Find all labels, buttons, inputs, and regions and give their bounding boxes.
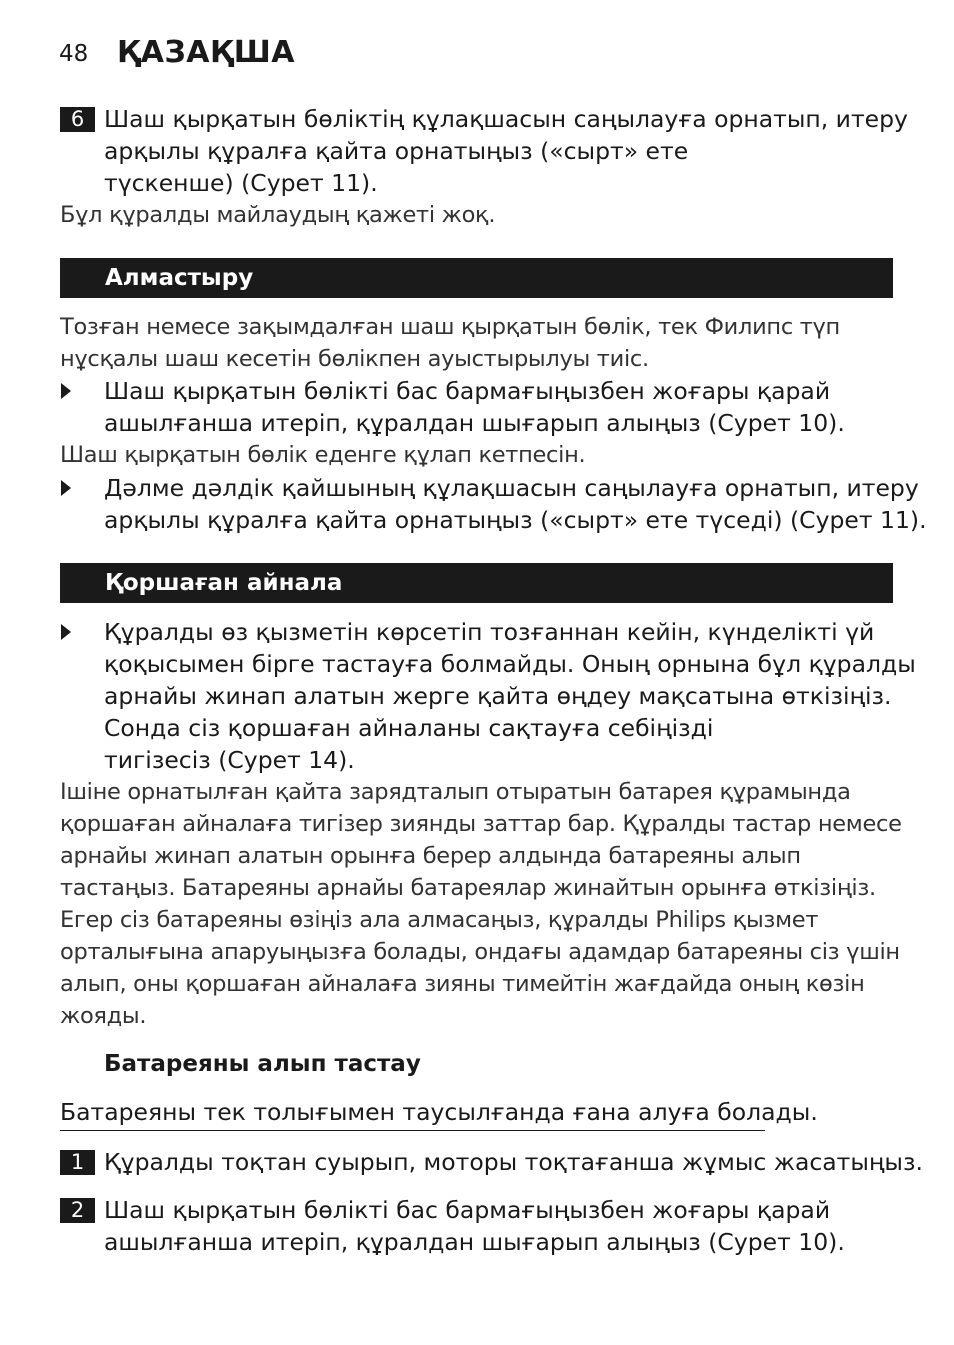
note-no-oil: Бұл құралды майлаудың қажеті жоқ. [60, 202, 496, 228]
bullet-icon [61, 383, 71, 399]
step6-line-2: арқылы құралға қайта орнатыңыз («сырт» ете [104, 137, 689, 165]
battery-step2-line-1: Шаш қырқатын бөлікті бас бармағыңызбен жоғары қарай [104, 1196, 831, 1224]
step-number-2: 2 [60, 1198, 95, 1223]
environment-bullet-line-2: қоқысымен бірге тастауға болмайды. Оның орнына бұл құралды [104, 650, 916, 678]
replacement-bullet2-line-2: арқылы құралға қайта орнатыңыз («сырт» ете түседі) (Сурет 11). [104, 506, 927, 534]
environment-paragraph-line-5: Егер сіз батареяны өзіңіз ала алмасаңыз, құралды Philips қызмет [60, 907, 819, 933]
section-header-environment [60, 563, 893, 603]
note-drop: Шаш қырқатын бөлік еденге құлап кетпесін. [60, 442, 586, 468]
step-number-1: 1 [60, 1150, 95, 1175]
section-title-replacement: Алмастыру [105, 265, 254, 291]
section-title-environment: Қоршаған айнала [105, 570, 343, 596]
replacement-bullet2-line-1: Дәлме дәлдік қайшының құлақшасын саңылауға орнатып, итеру [104, 474, 919, 502]
step-number-6: 6 [60, 107, 95, 132]
section-header-replacement [60, 258, 893, 298]
environment-paragraph-line-4: тастаңыз. Батареяны арнайы батареялар жинайтын орынға өткізіңіз. [60, 875, 876, 901]
note-underline [60, 1130, 765, 1131]
environment-paragraph-line-3: арнайы жинап алатын орынға берер алдында батареяны алып [60, 843, 801, 869]
environment-paragraph-line-1: Ішіне орнатылған қайта зарядталып отыратын батарея құрамында [60, 779, 851, 805]
battery-step2-line-2: ашылғанша итеріп, құралдан шығарып алыңыз (Сурет 10). [104, 1228, 845, 1256]
battery-removal-note: Батареяны тек толығымен таусылғанда ғана алуға болады. [60, 1098, 818, 1126]
environment-paragraph-line-8: жояды. [60, 1003, 147, 1029]
replacement-bullet1-line-1: Шаш қырқатын бөлікті бас бармағыңызбен жоғары қарай [104, 377, 831, 405]
page-number: 48 [59, 41, 89, 67]
step6-line-1: Шаш қырқатын бөліктің құлақшасын саңылауға орнатып, итеру [104, 105, 908, 133]
replacement-intro-line-2: нұсқалы шаш кесетін бөлікпен ауыстырылуы тиіс. [60, 346, 649, 372]
environment-bullet-line-5: тигізесіз (Сурет 14). [104, 746, 355, 774]
environment-paragraph-line-2: қоршаған айналаға тигізер зиянды заттар бар. Құралды тастар немесе [60, 811, 902, 837]
environment-bullet-line-3: арнайы жинап алатын жерге қайта өңдеу мақсатына өткізіңіз. [104, 682, 892, 710]
environment-paragraph-line-7: алып, оны қоршаған айналаға зияны тимейтін жағдайда оның көзін [60, 971, 865, 997]
language-title: ҚАЗАҚША [117, 35, 296, 70]
environment-bullet-line-4: Сонда сіз қоршаған айналаны сақтауға себіңізді [104, 714, 714, 742]
battery-removal-title: Батареяны алып тастау [104, 1051, 421, 1077]
bullet-icon [61, 480, 71, 496]
battery-step1-text: Құралды тоқтан суырып, моторы тоқтағанша жұмыс жасатыңыз. [104, 1148, 923, 1176]
environment-paragraph-line-6: орталығына апаруыңызға болады, ондағы адамдар батареяны сіз үшін [60, 939, 900, 965]
bullet-icon [61, 624, 71, 640]
environment-bullet-line-1: Құралды өз қызметін көрсетіп тозғаннан кейін, күнделікті үй [104, 618, 875, 646]
replacement-bullet1-line-2: ашылғанша итеріп, құралдан шығарып алыңыз (Сурет 10). [104, 409, 845, 437]
step6-line-3: түскенше) (Сурет 11). [104, 169, 378, 197]
replacement-intro-line-1: Тозған немесе зақымдалған шаш қырқатын бөлік, тек Филипс түп [60, 314, 840, 340]
